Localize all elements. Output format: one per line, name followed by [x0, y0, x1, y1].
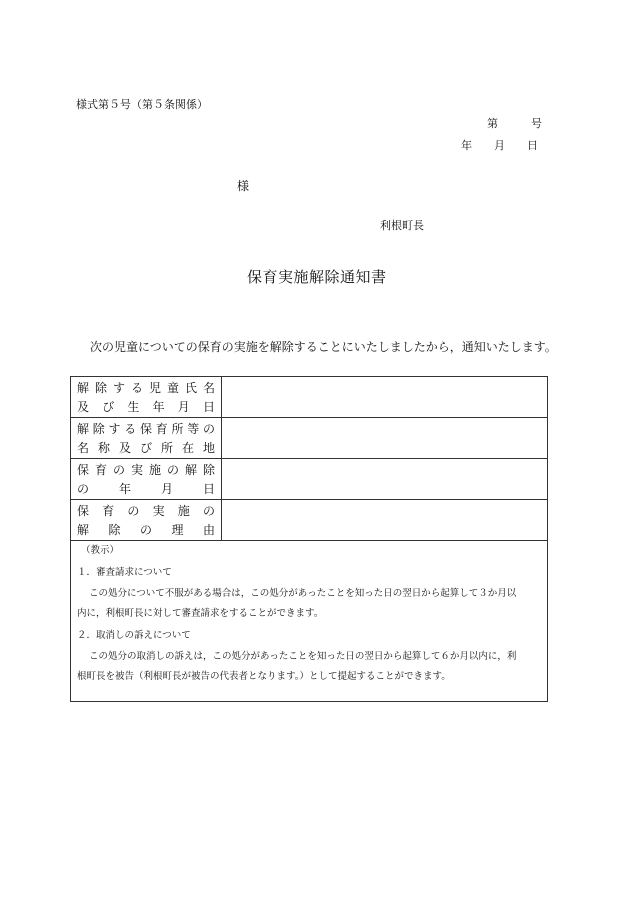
notes-item-text: この処分について不服がある場合は，この処分があったことを知った日の翌日から起算して３か月以 — [89, 588, 517, 599]
table-row — [71, 377, 547, 418]
row-value — [222, 459, 547, 499]
row-label — [71, 500, 222, 540]
row-label-line: 保育の実施の — [77, 504, 215, 518]
document-number: 第 号 — [487, 117, 542, 130]
row-value — [222, 418, 547, 458]
row-label — [71, 418, 222, 458]
sender-name: 利根町長 — [380, 219, 424, 232]
addressee-suffix: 様 — [237, 179, 250, 193]
row-label — [71, 459, 222, 499]
table-row — [71, 418, 547, 459]
details-table — [70, 376, 548, 702]
row-label-line: 解除する児童氏名 — [77, 381, 215, 395]
row-label-line: 解除の理由 — [77, 523, 215, 537]
row-label-line: 名称及び所在地 — [77, 441, 215, 455]
form-number: 様式第５号（第５条関係） — [76, 98, 208, 111]
notice-body: 次の児童についての保育の実施を解除することにいたしましたから，通知いたします。 — [90, 340, 557, 354]
notes-item-text: 内に，利根町長に対して審査請求をすることができます。 — [77, 608, 324, 619]
notes-item-title: ２．取消しの訴えについて — [77, 630, 191, 641]
row-label-line: の年月日 — [77, 482, 215, 496]
notes-item-title: １．審査請求について — [77, 567, 172, 578]
notes-item-text: 根町長を被告（利根町長が被告の代表者となります。）として提起することができます。 — [77, 671, 451, 682]
row-label-line: 及び生年月日 — [77, 400, 215, 414]
row-label — [71, 377, 222, 417]
row-label-line: 保育の実施の解除 — [77, 463, 215, 477]
notes-heading: （教示） — [81, 545, 120, 556]
issue-date: 年 月 日 — [461, 139, 538, 152]
table-row — [71, 459, 547, 500]
row-label-line: 解除する保育所等の — [77, 422, 215, 436]
row-value — [222, 377, 547, 417]
notes-item-text: この処分の取消しの訴えは，この処分があったことを知った日の翌日から起算して６か月以内に，利 — [89, 651, 517, 662]
page-title: 保育実施解除通知書 — [247, 268, 387, 286]
row-value — [222, 500, 547, 540]
table-row — [71, 500, 547, 541]
